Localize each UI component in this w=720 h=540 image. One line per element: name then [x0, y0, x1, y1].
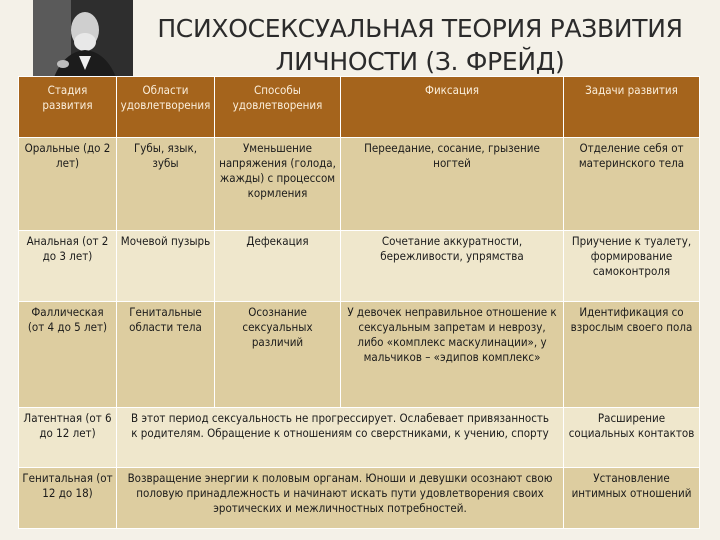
cell-stage: Генитальная (от 12 до 18)	[19, 468, 117, 529]
cell-stage: Латентная (от 6 до 12 лет)	[19, 408, 117, 468]
cell-tasks: Установление интимных отношений	[564, 468, 700, 529]
cell-merged-description: Возвращение энергии к половым органам. Юноши и девушки осознают свою половую принадлежность и начинают искать пути удовлетворения своих эротических и межличностных потребностей.	[117, 468, 564, 529]
header-tasks: Задачи развития	[564, 77, 700, 138]
table-row	[19, 302, 700, 408]
cell-stage: Анальная (от 2 до 3 лет)	[19, 231, 117, 302]
table-row	[19, 408, 700, 468]
table-header-row	[19, 77, 700, 138]
cell-areas: Генитальные области тела	[117, 302, 215, 408]
cell-areas: Мочевой пузырь	[117, 231, 215, 302]
cell-tasks: Приучение к туалету, формирование самоконтроля	[564, 231, 700, 302]
cell-tasks: Отделение себя от материнского тела	[564, 138, 700, 231]
freud-stages-table	[18, 76, 700, 529]
header-stage: Стадия развития	[19, 77, 117, 138]
cell-merged-description: В этот период сексуальность не прогрессирует. Ослабевает привязанность к родителям. Обращение к отношениям со сверстниками, к учению, спорту	[117, 408, 564, 468]
table-row	[19, 138, 700, 231]
table-row	[19, 231, 700, 302]
cell-methods: Осознание сексуальных различий	[215, 302, 341, 408]
cell-tasks: Идентификация со взрослым своего пола	[564, 302, 700, 408]
table-row	[19, 468, 700, 529]
freud-portrait	[33, 0, 133, 80]
header-fixation: Фиксация	[341, 77, 564, 138]
cell-tasks: Расширение социальных контактов	[564, 408, 700, 468]
cell-stage: Фаллическая (от 4 до 5 лет)	[19, 302, 117, 408]
title-line-1: ПСИХОСЕКСУАЛЬНАЯ ТЕОРИЯ РАЗВИТИЯ	[157, 14, 683, 43]
cell-methods: Уменьшение напряжения (голода, жажды) с процессом кормления	[215, 138, 341, 231]
cell-areas: Губы, язык, зубы	[117, 138, 215, 231]
cell-fixation: Переедание, сосание, грызение ногтей	[341, 138, 564, 231]
header-methods: Способы удовлетворения	[215, 77, 341, 138]
page-title	[140, 12, 700, 78]
cell-methods: Дефекация	[215, 231, 341, 302]
cell-fixation: У девочек неправильное отношение к сексуальным запретам и неврозу, либо «комплекс маскулинации», у мальчиков – «эдипов комплекс»	[341, 302, 564, 408]
header-areas: Области удовлетворения	[117, 77, 215, 138]
cell-fixation: Сочетание аккуратности, бережливости, упрямства	[341, 231, 564, 302]
title-line-2: ЛИЧНОСТИ (З. ФРЕЙД)	[275, 47, 565, 76]
cell-stage: Оральные (до 2 лет)	[19, 138, 117, 231]
